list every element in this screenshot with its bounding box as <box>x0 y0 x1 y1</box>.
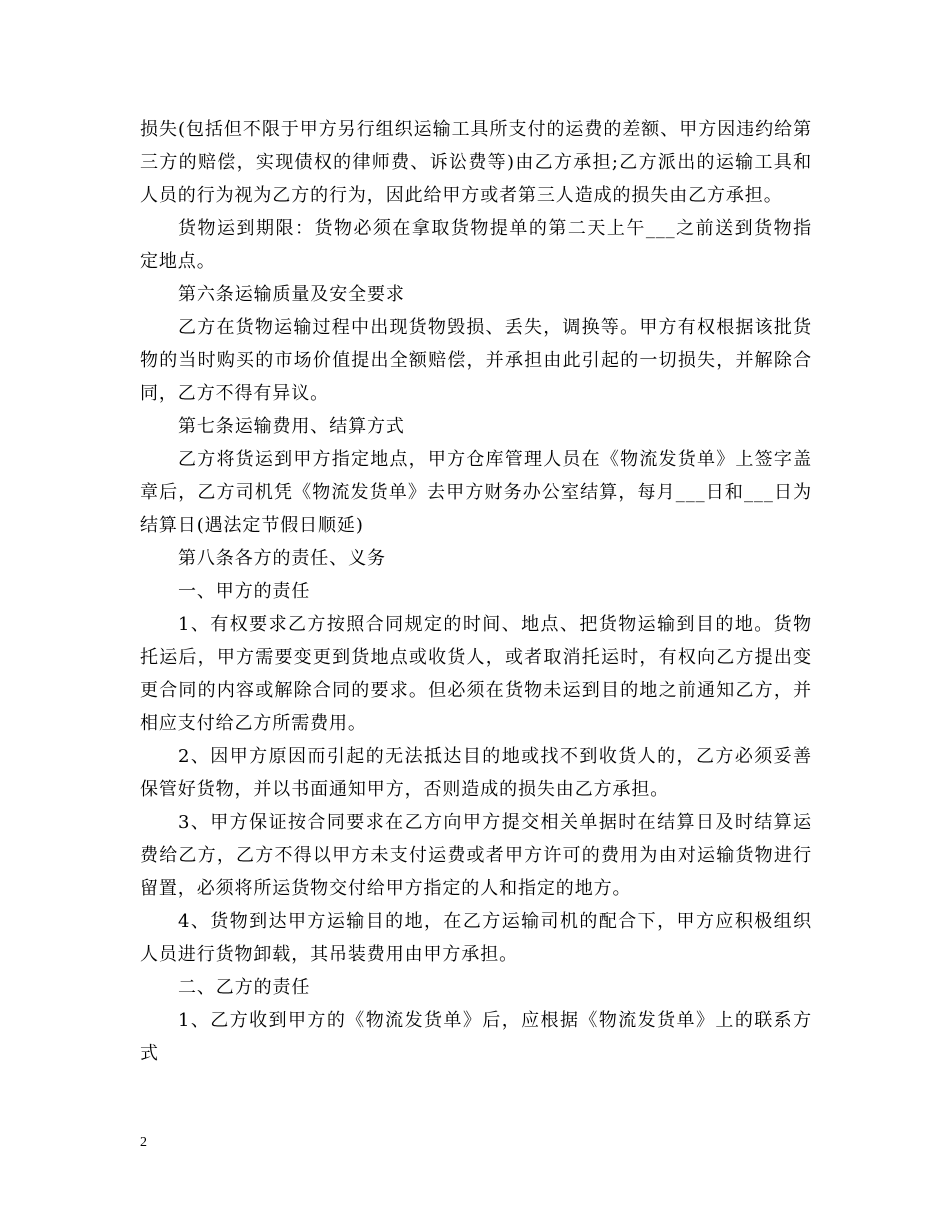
page-number: 2 <box>140 1135 147 1150</box>
paragraph: 4、货物到达甲方运输目的地，在乙方运输司机的配合下，甲方应积极组织人员进行货物卸载，其吊装费用由甲方承担。 <box>140 911 812 965</box>
paragraph: 2、因甲方原因而引起的无法抵达目的地或找不到收货人的，乙方必须妥善保管好货物，并以书面通知甲方，否则造成的损失由乙方承担。 <box>140 746 812 800</box>
paragraph: 损失(包括但不限于甲方另行组织运输工具所支付的运费的差额、甲方因违约给第三方的赔偿，实现债权的律师费、诉讼费等)由乙方承担;乙方派出的运输工具和人员的行为视为乙方的行为，因此给甲方或者第三人造成的损失由乙方承担。 <box>140 119 812 206</box>
paragraph: 乙方在货物运输过程中出现货物毁损、丢失，调换等。甲方有权根据该批货物的当时购买的市场价值提出全额赔偿，并承担由此引起的一切损失，并解除合同，乙方不得有异议。 <box>140 317 812 404</box>
paragraph: 第八条各方的责任、义务 <box>178 548 386 569</box>
paragraph: 1、有权要求乙方按照合同规定的时间、地点、把货物运输到目的地。货物托运后，甲方需要变更到货地点或收货人，或者取消托运时，有权向乙方提出变更合同的内容或解除合同的要求。但必须在货物未运到目的地之前通知乙方，并相应支付给乙方所需费用。 <box>140 614 812 734</box>
paragraph: 第七条运输费用、结算方式 <box>178 416 405 437</box>
document-body <box>140 113 812 1070</box>
paragraph: 第六条运输质量及安全要求 <box>178 284 405 305</box>
paragraph: 乙方将货运到甲方指定地点，甲方仓库管理人员在《物流发货单》上签字盖章后，乙方司机凭《物流发货单》去甲方财务办公室结算，每月___日和___日为结算日(遇法定节假日顺延) <box>140 449 812 536</box>
paragraph: 货物运到期限：货物必须在拿取货物提单的第二天上午___之前送到货物指定地点。 <box>140 218 812 272</box>
paragraph: 一、甲方的责任 <box>178 581 311 602</box>
paragraph: 3、甲方保证按合同要求在乙方向甲方提交相关单据时在结算日及时结算运费给乙方，乙方不得以甲方未支付运费或者甲方许可的费用为由对运输货物进行留置，必须将所运货物交付给甲方指定的人和指定的地方。 <box>140 812 812 899</box>
paragraph: 二、乙方的责任 <box>178 977 311 998</box>
paragraph: 1、乙方收到甲方的《物流发货单》后，应根据《物流发货单》上的联系方式 <box>140 1010 812 1064</box>
